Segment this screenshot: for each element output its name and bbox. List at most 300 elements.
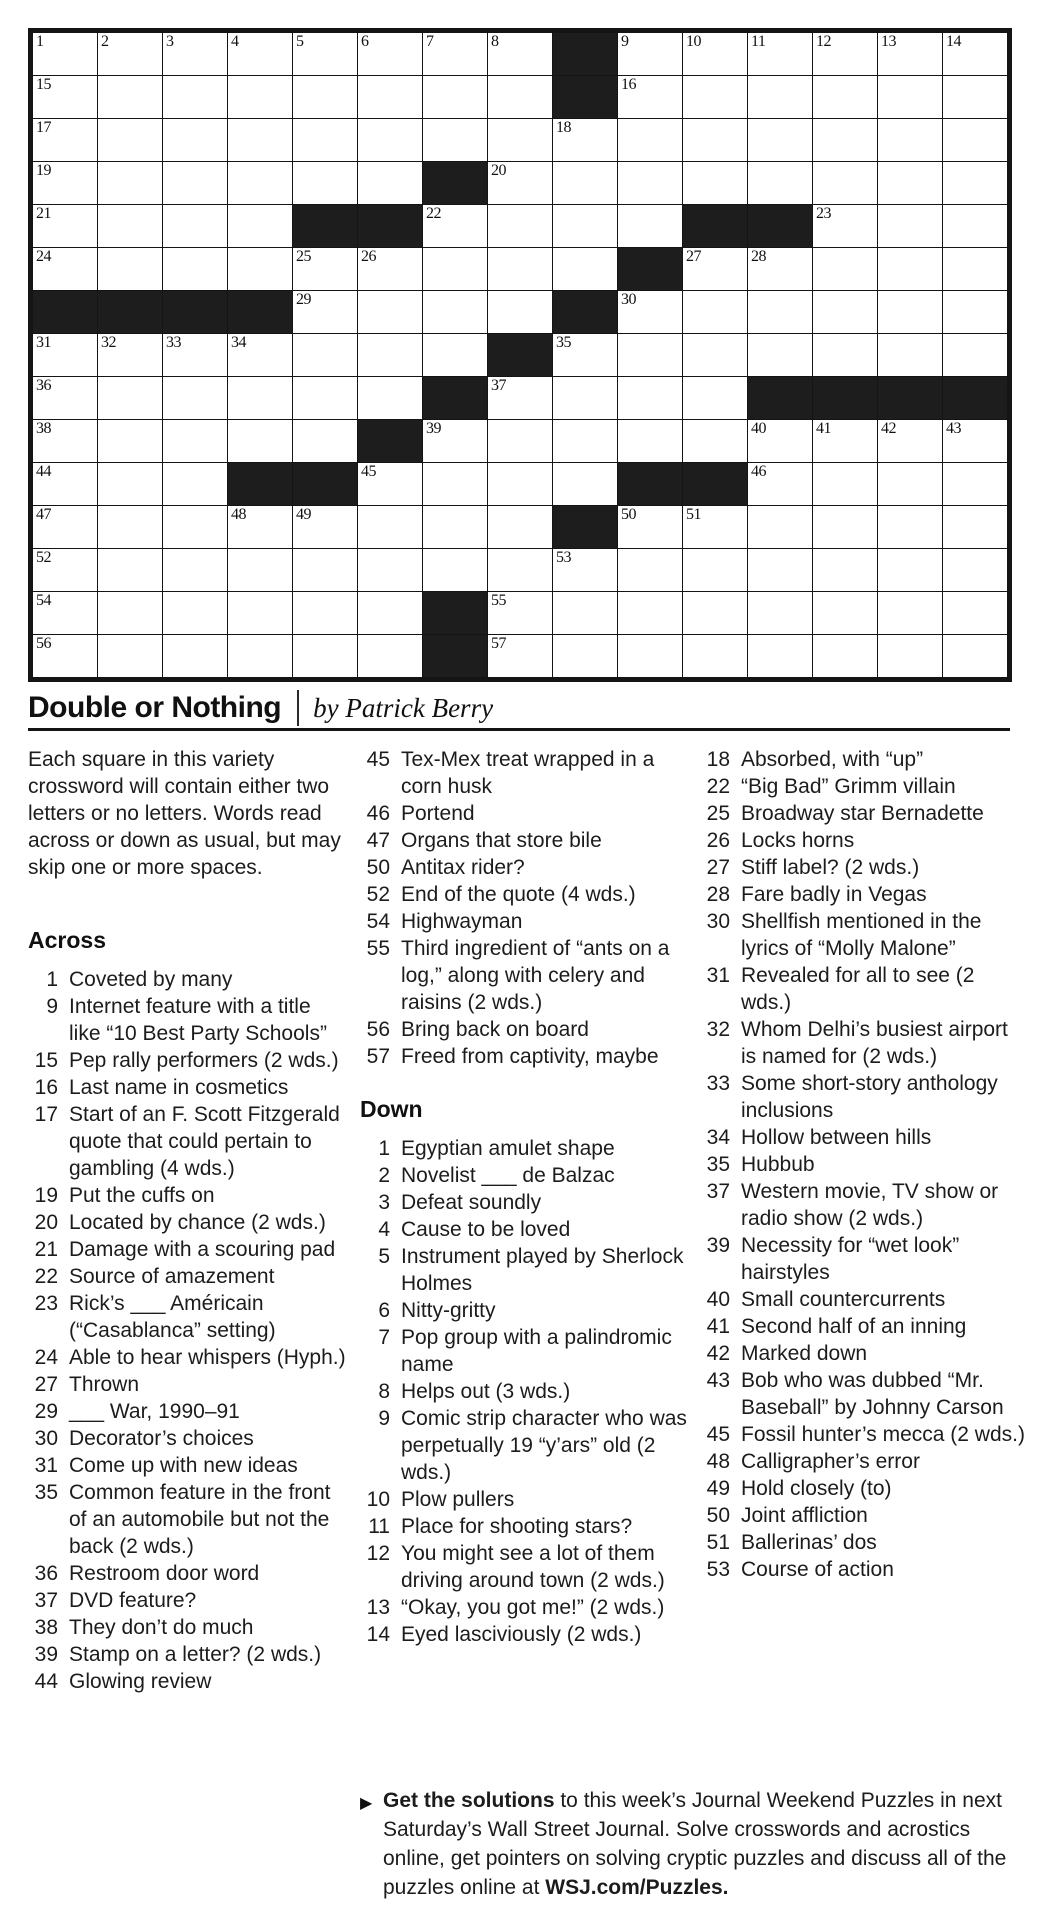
- clue-item-down-51: [700, 1529, 1025, 1556]
- grid-cell[interactable]: [943, 33, 1007, 75]
- grid-cell[interactable]: [618, 76, 682, 118]
- grid-cell[interactable]: [943, 549, 1007, 591]
- grid-cell[interactable]: [163, 334, 227, 376]
- grid-cell[interactable]: [488, 33, 552, 75]
- grid-cell[interactable]: [423, 549, 487, 591]
- cell-number: 35: [556, 334, 571, 351]
- grid-cell[interactable]: [748, 635, 812, 677]
- grid-cell[interactable]: [878, 33, 942, 75]
- grid-cell[interactable]: [293, 76, 357, 118]
- grid-cell[interactable]: [163, 506, 227, 548]
- grid-cell[interactable]: [813, 205, 877, 247]
- grid-cell[interactable]: [683, 377, 747, 419]
- grid-cell[interactable]: [98, 377, 162, 419]
- grid-cell[interactable]: [358, 334, 422, 376]
- grid-cell[interactable]: [748, 291, 812, 333]
- grid-cell[interactable]: [293, 334, 357, 376]
- grid-cell[interactable]: [683, 549, 747, 591]
- grid-cell[interactable]: [748, 162, 812, 204]
- grid-cell[interactable]: [163, 119, 227, 161]
- grid-cell[interactable]: [423, 506, 487, 548]
- cell-number: 50: [621, 506, 636, 523]
- grid-cell[interactable]: [358, 592, 422, 634]
- grid-cell[interactable]: [683, 592, 747, 634]
- grid-cell[interactable]: [98, 463, 162, 505]
- grid-cell[interactable]: [293, 592, 357, 634]
- grid-cell[interactable]: [98, 33, 162, 75]
- grid-cell[interactable]: [683, 291, 747, 333]
- grid-cell[interactable]: [618, 592, 682, 634]
- grid-cell[interactable]: [813, 592, 877, 634]
- grid-cell[interactable]: [748, 463, 812, 505]
- clue-text: “Okay, you got me!” (2 wds.): [401, 1596, 665, 1619]
- cell-number: 52: [36, 549, 51, 566]
- clue-number: 49: [706, 1477, 730, 1500]
- grid-cell[interactable]: [878, 506, 942, 548]
- grid-cell[interactable]: [228, 334, 292, 376]
- grid-cell[interactable]: [748, 420, 812, 462]
- clue-text: Source of amazement: [69, 1265, 275, 1288]
- grid-cell[interactable]: [683, 33, 747, 75]
- grid-cell[interactable]: [163, 248, 227, 290]
- grid-cell[interactable]: [163, 205, 227, 247]
- clue-number: 51: [706, 1531, 730, 1554]
- grid-cell[interactable]: [878, 420, 942, 462]
- grid-cell[interactable]: [33, 592, 97, 634]
- grid-cell[interactable]: [488, 635, 552, 677]
- clue-text: Cause to be loved: [401, 1218, 571, 1241]
- grid-cell[interactable]: [33, 162, 97, 204]
- grid-cell[interactable]: [423, 420, 487, 462]
- clue-number: 46: [366, 802, 390, 825]
- grid-cell[interactable]: [488, 506, 552, 548]
- grid-cell[interactable]: [553, 420, 617, 462]
- clue-text: Helps out (3 wds.): [401, 1380, 571, 1403]
- puzzle-byline: by Patrick Berry: [313, 692, 494, 723]
- grid-cell[interactable]: [358, 549, 422, 591]
- cell-number: 16: [621, 76, 636, 93]
- grid-cell[interactable]: [943, 334, 1007, 376]
- grid-cell[interactable]: [163, 549, 227, 591]
- grid-cell[interactable]: [748, 76, 812, 118]
- grid-cell[interactable]: [813, 463, 877, 505]
- grid-cell[interactable]: [293, 248, 357, 290]
- grid-cell[interactable]: [813, 291, 877, 333]
- grid-cell[interactable]: [423, 205, 487, 247]
- grid-cell[interactable]: [163, 463, 227, 505]
- grid-cell[interactable]: [423, 463, 487, 505]
- grid-cell[interactable]: [228, 506, 292, 548]
- grid-cell[interactable]: [553, 205, 617, 247]
- grid-cell[interactable]: [228, 76, 292, 118]
- grid-cell[interactable]: [358, 119, 422, 161]
- clue-number: 25: [706, 802, 730, 825]
- grid-cell[interactable]: [683, 635, 747, 677]
- grid-cell[interactable]: [813, 119, 877, 161]
- clue-number: 4: [378, 1218, 390, 1241]
- down-heading: Down: [360, 1096, 423, 1122]
- clue-number: 28: [706, 883, 730, 906]
- grid-cell[interactable]: [228, 119, 292, 161]
- clue-item-down-9: [360, 1405, 690, 1486]
- clue-text: Bring back on board: [401, 1018, 589, 1041]
- cell-number: 13: [881, 33, 896, 50]
- grid-cell[interactable]: [33, 76, 97, 118]
- grid-cell[interactable]: [878, 549, 942, 591]
- grid-cell[interactable]: [293, 420, 357, 462]
- cell-number: 2: [101, 33, 109, 50]
- clue-text: Fare badly in Vegas: [741, 883, 927, 906]
- grid-cell[interactable]: [423, 33, 487, 75]
- clue-item-across-17: [28, 1101, 346, 1182]
- grid-cell[interactable]: [488, 248, 552, 290]
- grid-cell[interactable]: [423, 119, 487, 161]
- grid-cell[interactable]: [423, 291, 487, 333]
- clue-text: Broadway star Bernadette: [741, 802, 984, 825]
- grid-cell[interactable]: [163, 76, 227, 118]
- grid-cell[interactable]: [618, 119, 682, 161]
- clue-item-across-56: [360, 1016, 690, 1043]
- clue-number: 27: [34, 1373, 58, 1396]
- grid-cell[interactable]: [293, 33, 357, 75]
- grid-cell[interactable]: [943, 291, 1007, 333]
- title-divider: [297, 690, 299, 726]
- grid-cell[interactable]: [98, 635, 162, 677]
- grid-cell[interactable]: [163, 635, 227, 677]
- grid-black-cell: [358, 205, 422, 247]
- grid-cell[interactable]: [878, 76, 942, 118]
- grid-cell[interactable]: [488, 463, 552, 505]
- clue-text: Common feature in the front of an automobile but not the back (2 wds.): [69, 1481, 331, 1558]
- puzzle-title: Double or Nothing: [28, 691, 282, 724]
- grid-cell[interactable]: [228, 549, 292, 591]
- clue-text: End of the quote (4 wds.): [401, 883, 636, 906]
- grid-cell[interactable]: [878, 635, 942, 677]
- clue-item-down-10: [360, 1486, 690, 1513]
- grid-cell[interactable]: [358, 291, 422, 333]
- grid-cell[interactable]: [98, 248, 162, 290]
- grid-cell[interactable]: [358, 248, 422, 290]
- clue-number: 6: [378, 1299, 390, 1322]
- clue-item-across-45: [360, 746, 690, 800]
- clue-text: Rick’s ___ Américain (“Casablanca” setting): [69, 1292, 276, 1342]
- grid-cell[interactable]: [748, 549, 812, 591]
- grid-cell[interactable]: [813, 506, 877, 548]
- grid-cell[interactable]: [748, 506, 812, 548]
- grid-cell[interactable]: [553, 377, 617, 419]
- grid-cell[interactable]: [228, 248, 292, 290]
- grid-cell[interactable]: [358, 463, 422, 505]
- grid-cell[interactable]: [33, 377, 97, 419]
- clue-text: Organs that store bile: [401, 829, 602, 852]
- grid-cell[interactable]: [618, 377, 682, 419]
- clue-number: 22: [706, 775, 730, 798]
- grid-cell[interactable]: [293, 291, 357, 333]
- across-clues-part2: [360, 746, 690, 1070]
- grid-black-cell: [618, 248, 682, 290]
- grid-cell[interactable]: [33, 119, 97, 161]
- grid-cell[interactable]: [683, 506, 747, 548]
- clue-item-across-22: [28, 1263, 346, 1290]
- grid-cell[interactable]: [488, 592, 552, 634]
- grid-cell[interactable]: [553, 334, 617, 376]
- grid-cell[interactable]: [33, 506, 97, 548]
- cell-number: 41: [816, 420, 831, 437]
- clue-number: 38: [34, 1616, 58, 1639]
- clue-item-down-18: [700, 746, 1025, 773]
- grid-cell[interactable]: [878, 291, 942, 333]
- grid-cell[interactable]: [813, 635, 877, 677]
- grid-black-cell: [683, 463, 747, 505]
- grid-cell[interactable]: [683, 162, 747, 204]
- clue-text: Western movie, TV show or radio show (2 wds.): [741, 1180, 999, 1230]
- clue-text: Whom Delhi’s busiest airport is named for (2 wds.): [741, 1018, 1008, 1068]
- clue-text: Course of action: [741, 1558, 894, 1581]
- cell-number: 14: [946, 33, 961, 50]
- clue-text: Comic strip character who was perpetually 19 “y’ars” old (2 wds.): [401, 1407, 687, 1484]
- grid-cell[interactable]: [943, 76, 1007, 118]
- grid-cell[interactable]: [358, 506, 422, 548]
- grid-cell[interactable]: [33, 33, 97, 75]
- grid-cell[interactable]: [748, 248, 812, 290]
- cell-number: 11: [751, 33, 766, 50]
- grid-cell[interactable]: [748, 592, 812, 634]
- grid-cell[interactable]: [943, 463, 1007, 505]
- grid-cell[interactable]: [553, 162, 617, 204]
- grid-cell[interactable]: [98, 592, 162, 634]
- grid-cell[interactable]: [358, 33, 422, 75]
- grid-cell[interactable]: [748, 119, 812, 161]
- grid-cell[interactable]: [358, 76, 422, 118]
- grid-cell[interactable]: [98, 420, 162, 462]
- clue-number: 18: [706, 748, 730, 771]
- clue-text: Some short-story anthology inclusions: [741, 1072, 998, 1122]
- grid-cell[interactable]: [293, 119, 357, 161]
- grid-cell[interactable]: [228, 205, 292, 247]
- clue-item-down-43: [700, 1367, 1025, 1421]
- grid-cell[interactable]: [683, 420, 747, 462]
- cell-number: 32: [101, 334, 116, 351]
- grid-cell[interactable]: [163, 33, 227, 75]
- grid-cell[interactable]: [228, 635, 292, 677]
- grid-cell[interactable]: [358, 162, 422, 204]
- grid-cell[interactable]: [358, 635, 422, 677]
- grid-cell[interactable]: [878, 162, 942, 204]
- grid-cell[interactable]: [33, 205, 97, 247]
- grid-cell[interactable]: [228, 33, 292, 75]
- clue-text: Small countercurrents: [741, 1288, 946, 1311]
- clue-number: 7: [378, 1326, 390, 1349]
- clue-item-across-23: [28, 1290, 346, 1344]
- grid-cell[interactable]: [553, 549, 617, 591]
- grid-cell[interactable]: [163, 420, 227, 462]
- cell-number: 29: [296, 291, 311, 308]
- grid-cell[interactable]: [293, 549, 357, 591]
- grid-cell[interactable]: [163, 162, 227, 204]
- clue-text: Decorator’s choices: [69, 1427, 254, 1450]
- grid-cell[interactable]: [943, 205, 1007, 247]
- grid-cell[interactable]: [98, 549, 162, 591]
- grid-cell[interactable]: [878, 592, 942, 634]
- cell-number: 8: [491, 33, 499, 50]
- grid-cell[interactable]: [228, 592, 292, 634]
- grid-cell[interactable]: [423, 334, 487, 376]
- grid-cell[interactable]: [943, 592, 1007, 634]
- grid-cell[interactable]: [293, 162, 357, 204]
- clue-number: 53: [706, 1558, 730, 1581]
- clue-text: Fossil hunter’s mecca (2 wds.): [741, 1423, 1025, 1446]
- clue-number: 24: [34, 1346, 58, 1369]
- cell-number: 56: [36, 635, 51, 652]
- grid-cell[interactable]: [358, 377, 422, 419]
- clue-item-down-8: [360, 1378, 690, 1405]
- clue-text: Antitax rider?: [401, 856, 525, 879]
- grid-cell[interactable]: [33, 635, 97, 677]
- grid-cell[interactable]: [618, 291, 682, 333]
- grid-cell[interactable]: [98, 506, 162, 548]
- title-rule: [28, 728, 1010, 731]
- clue-number: 32: [706, 1018, 730, 1041]
- grid-cell[interactable]: [813, 76, 877, 118]
- grid-cell[interactable]: [553, 592, 617, 634]
- grid-cell[interactable]: [878, 463, 942, 505]
- grid-cell[interactable]: [813, 549, 877, 591]
- grid-cell[interactable]: [878, 205, 942, 247]
- clue-item-down-28: [700, 881, 1025, 908]
- grid-cell[interactable]: [878, 248, 942, 290]
- grid-cell[interactable]: [943, 248, 1007, 290]
- grid-cell[interactable]: [878, 334, 942, 376]
- grid-cell[interactable]: [813, 248, 877, 290]
- grid-cell[interactable]: [618, 33, 682, 75]
- grid-cell[interactable]: [618, 506, 682, 548]
- grid-cell[interactable]: [488, 377, 552, 419]
- grid-cell[interactable]: [228, 377, 292, 419]
- grid-cell[interactable]: [423, 248, 487, 290]
- grid-cell[interactable]: [98, 76, 162, 118]
- grid-cell[interactable]: [553, 119, 617, 161]
- grid-cell[interactable]: [98, 334, 162, 376]
- clue-item-down-30: [700, 908, 1025, 962]
- grid-cell[interactable]: [943, 420, 1007, 462]
- grid-cell[interactable]: [98, 119, 162, 161]
- clue-text: Joint affliction: [741, 1504, 868, 1527]
- grid-cell[interactable]: [813, 162, 877, 204]
- clue-text: Put the cuffs on: [69, 1184, 215, 1207]
- grid-cell[interactable]: [228, 162, 292, 204]
- grid-cell[interactable]: [943, 162, 1007, 204]
- clue-number: 22: [34, 1265, 58, 1288]
- grid-cell[interactable]: [618, 334, 682, 376]
- grid-cell[interactable]: [488, 162, 552, 204]
- clue-number: 14: [366, 1623, 390, 1646]
- grid-cell[interactable]: [293, 377, 357, 419]
- grid-cell[interactable]: [98, 162, 162, 204]
- grid-cell[interactable]: [748, 334, 812, 376]
- grid-cell[interactable]: [943, 506, 1007, 548]
- grid-cell[interactable]: [293, 635, 357, 677]
- grid-cell[interactable]: [683, 76, 747, 118]
- clue-text: Bob who was dubbed “Mr. Baseball” by Johnny Carson: [741, 1369, 1004, 1419]
- grid-cell[interactable]: [33, 420, 97, 462]
- grid-cell[interactable]: [553, 463, 617, 505]
- grid-cell[interactable]: [943, 635, 1007, 677]
- clue-text: Come up with new ideas: [69, 1454, 298, 1477]
- grid-cell[interactable]: [618, 205, 682, 247]
- clue-item-across-36: [28, 1560, 346, 1587]
- grid-cell[interactable]: [33, 463, 97, 505]
- grid-cell[interactable]: [618, 635, 682, 677]
- clue-number: 37: [706, 1180, 730, 1203]
- grid-cell[interactable]: [553, 248, 617, 290]
- grid-cell[interactable]: [33, 334, 97, 376]
- clue-item-down-50: [700, 1502, 1025, 1529]
- grid-cell[interactable]: [488, 205, 552, 247]
- grid-cell[interactable]: [553, 635, 617, 677]
- clue-number: 17: [34, 1103, 58, 1126]
- grid-cell[interactable]: [683, 119, 747, 161]
- clue-text: Coveted by many: [69, 968, 233, 991]
- grid-cell[interactable]: [813, 420, 877, 462]
- grid-cell[interactable]: [163, 592, 227, 634]
- grid-cell[interactable]: [878, 119, 942, 161]
- grid-cell[interactable]: [683, 248, 747, 290]
- grid-cell[interactable]: [813, 33, 877, 75]
- grid-cell[interactable]: [423, 76, 487, 118]
- clue-item-down-48: [700, 1448, 1025, 1475]
- grid-black-cell: [813, 377, 877, 419]
- grid-cell[interactable]: [618, 162, 682, 204]
- clue-item-down-7: [360, 1324, 690, 1378]
- grid-cell[interactable]: [98, 205, 162, 247]
- grid-black-cell: [553, 76, 617, 118]
- clue-item-across-15: [28, 1047, 346, 1074]
- grid-cell[interactable]: [488, 119, 552, 161]
- grid-cell[interactable]: [33, 248, 97, 290]
- grid-cell[interactable]: [33, 549, 97, 591]
- clue-number: 54: [366, 910, 390, 933]
- grid-cell[interactable]: [813, 334, 877, 376]
- clue-number: 56: [366, 1018, 390, 1041]
- clue-number: 30: [34, 1427, 58, 1450]
- grid-black-cell: [358, 420, 422, 462]
- grid-cell[interactable]: [618, 420, 682, 462]
- clue-item-down-49: [700, 1475, 1025, 1502]
- clue-item-down-37: [700, 1178, 1025, 1232]
- cell-number: 25: [296, 248, 311, 265]
- grid-cell[interactable]: [618, 549, 682, 591]
- grid-cell[interactable]: [488, 291, 552, 333]
- clue-item-down-32: [700, 1016, 1025, 1070]
- grid-cell[interactable]: [488, 76, 552, 118]
- grid-cell[interactable]: [228, 420, 292, 462]
- clue-text: Eyed lasciviously (2 wds.): [401, 1623, 642, 1646]
- clue-number: 47: [366, 829, 390, 852]
- clue-item-down-2: [360, 1162, 690, 1189]
- footer-site-link[interactable]: WSJ.com/Puzzles.: [545, 1876, 729, 1899]
- grid-cell[interactable]: [943, 119, 1007, 161]
- grid-cell[interactable]: [683, 334, 747, 376]
- clue-number: 16: [34, 1076, 58, 1099]
- grid-cell[interactable]: [488, 549, 552, 591]
- grid-cell[interactable]: [488, 420, 552, 462]
- clue-item-across-50: [360, 854, 690, 881]
- clue-number: 57: [366, 1045, 390, 1068]
- grid-cell[interactable]: [748, 33, 812, 75]
- clue-item-down-34: [700, 1124, 1025, 1151]
- grid-cell[interactable]: [163, 377, 227, 419]
- grid-cell[interactable]: [293, 506, 357, 548]
